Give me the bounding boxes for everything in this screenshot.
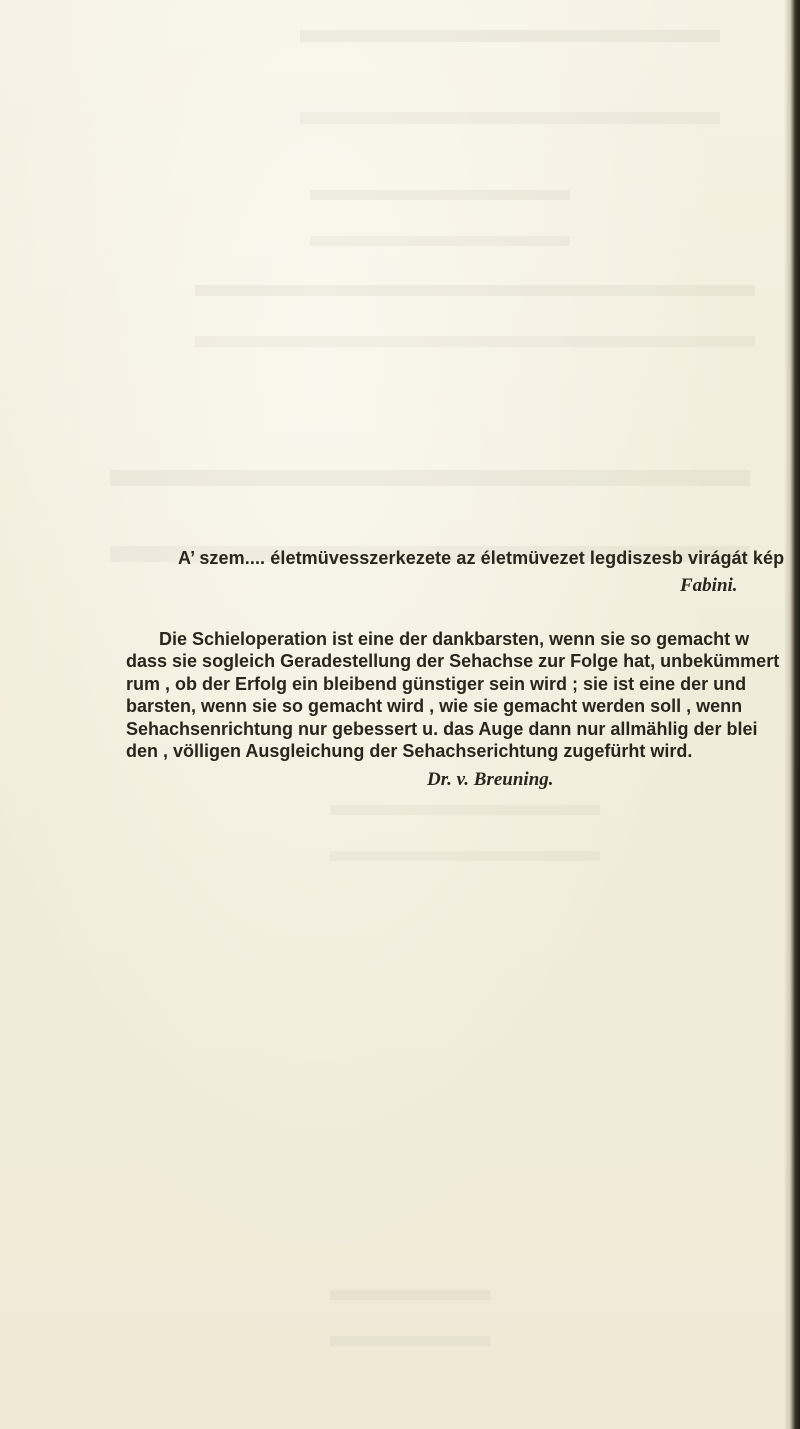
page-edge-shadow <box>784 0 800 1429</box>
quote-line: barsten, wenn sie so gemacht wird , wie sie gemacht werden soll , wenn <box>126 696 743 717</box>
epigraph-hungarian: A’ szem.... életmüvesszerkezete az életmüvezet legdiszesb virágát kép <box>178 548 785 568</box>
quote-line: rum , ob der Erfolg ein bleibend günstiger sein wird ; sie ist eine der und <box>126 673 747 694</box>
show-through-decoration <box>330 1290 490 1346</box>
quote-line: dass sie sogleich Geradestellung der Sehachse zur Folge hat, unbekümmert <box>126 651 780 672</box>
epigraph-author-breuning: Dr. v. Breuning. <box>427 769 554 790</box>
show-through-decoration <box>195 285 755 347</box>
page-edge-highlight <box>788 0 790 1429</box>
quote-line: Sehachsenrichtung nur gebessert u. das Auge dann nur allmählig der blei <box>126 718 758 739</box>
epigraph-german <box>126 628 786 762</box>
show-through-decoration <box>330 805 600 861</box>
quote-line: Die Schieloperation ist eine der dankbarsten, wenn sie so gemacht w <box>159 629 750 649</box>
show-through-decoration <box>300 30 720 124</box>
show-through-decoration <box>310 190 570 246</box>
quote-line: den , völligen Ausgleichung der Sehachserichtung zugefürht wird. <box>126 741 693 762</box>
epigraph-author-fabini: Fabini. <box>680 575 738 596</box>
